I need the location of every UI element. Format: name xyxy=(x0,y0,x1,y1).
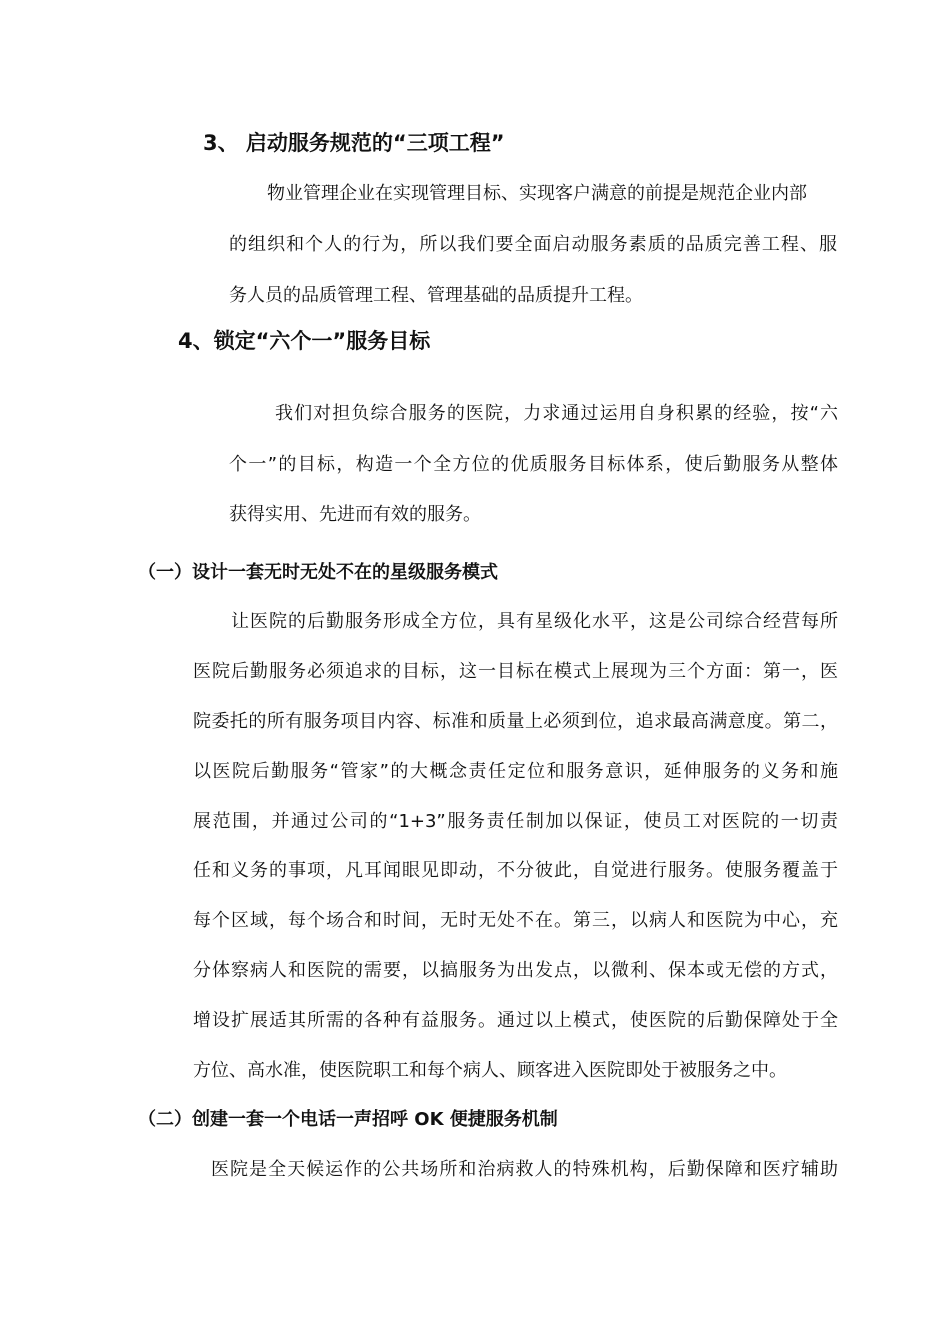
section-3-line-2: 的组织和个人的行为，所以我们要全面启动服务素质的品质完善工程、服 xyxy=(229,234,837,255)
subsection-1-line-1: 让医院的后勤服务形成全方位，具有星级化水平，这是公司综合经营每所 xyxy=(231,611,838,632)
subsection-1-line-4: 以医院后勤服务“管家”的大概念责任定位和服务意识，延伸服务的义务和施 xyxy=(193,761,838,782)
subsection-1-line-5: 展范围，并通过公司的“1+3”服务责任制加以保证，使员工对医院的一切责 xyxy=(193,811,838,832)
section-4-line-3: 获得实用、先进而有效的服务。 xyxy=(229,504,481,525)
section-3-line-1: 物业管理企业在实现管理目标、实现客户满意的前提是规范企业内部 xyxy=(267,183,807,204)
subsection-1-line-8: 分体察病人和医院的需要，以搞服务为出发点，以微利、保本或无偿的方式， xyxy=(193,960,838,981)
subsection-1-line-6: 任和义务的事项，凡耳闻眼见即动，不分彼此，自觉进行服务。使服务覆盖于 xyxy=(193,860,838,881)
section-4-line-1: 我们对担负综合服务的医院，力求通过运用自身积累的经验，按“六 xyxy=(275,403,838,424)
subsection-2-heading: （二）创建一套一个电话一声招呼 OK 便捷服务机制 xyxy=(138,1109,558,1130)
subsection-1-heading: （一）设计一套无时无处不在的星级服务模式 xyxy=(138,562,498,583)
section-3-heading: 3、 启动服务规范的“三项工程” xyxy=(203,131,505,155)
subsection-1-line-2: 医院后勤服务必须追求的目标，这一目标在模式上展现为三个方面：第一，医 xyxy=(193,661,838,682)
subsection-2-line-1: 医院是全天候运作的公共场所和治病救人的特殊机构，后勤保障和医疗辅助 xyxy=(211,1159,838,1180)
subsection-1-line-9: 增设扩展适其所需的各种有益服务。通过以上模式，使医院的后勤保障处于全 xyxy=(193,1010,838,1031)
section-4-heading: 4、锁定“六个一”服务目标 xyxy=(178,329,431,353)
subsection-1-line-3: 院委托的所有服务项目内容、标准和质量上必须到位，追求最高满意度。第二， xyxy=(193,711,838,732)
subsection-1-line-10: 方位、高水准，使医院职工和每个病人、顾客进入医院即处于被服务之中。 xyxy=(193,1060,787,1081)
subsection-1-line-7: 每个区域，每个场合和时间，无时无处不在。第三，以病人和医院为中心，充 xyxy=(193,910,838,931)
section-4-line-2: 个一”的目标，构造一个全方位的优质服务目标体系，使后勤服务从整体 xyxy=(229,454,838,475)
section-3-line-3: 务人员的品质管理工程、管理基础的品质提升工程。 xyxy=(229,285,643,306)
